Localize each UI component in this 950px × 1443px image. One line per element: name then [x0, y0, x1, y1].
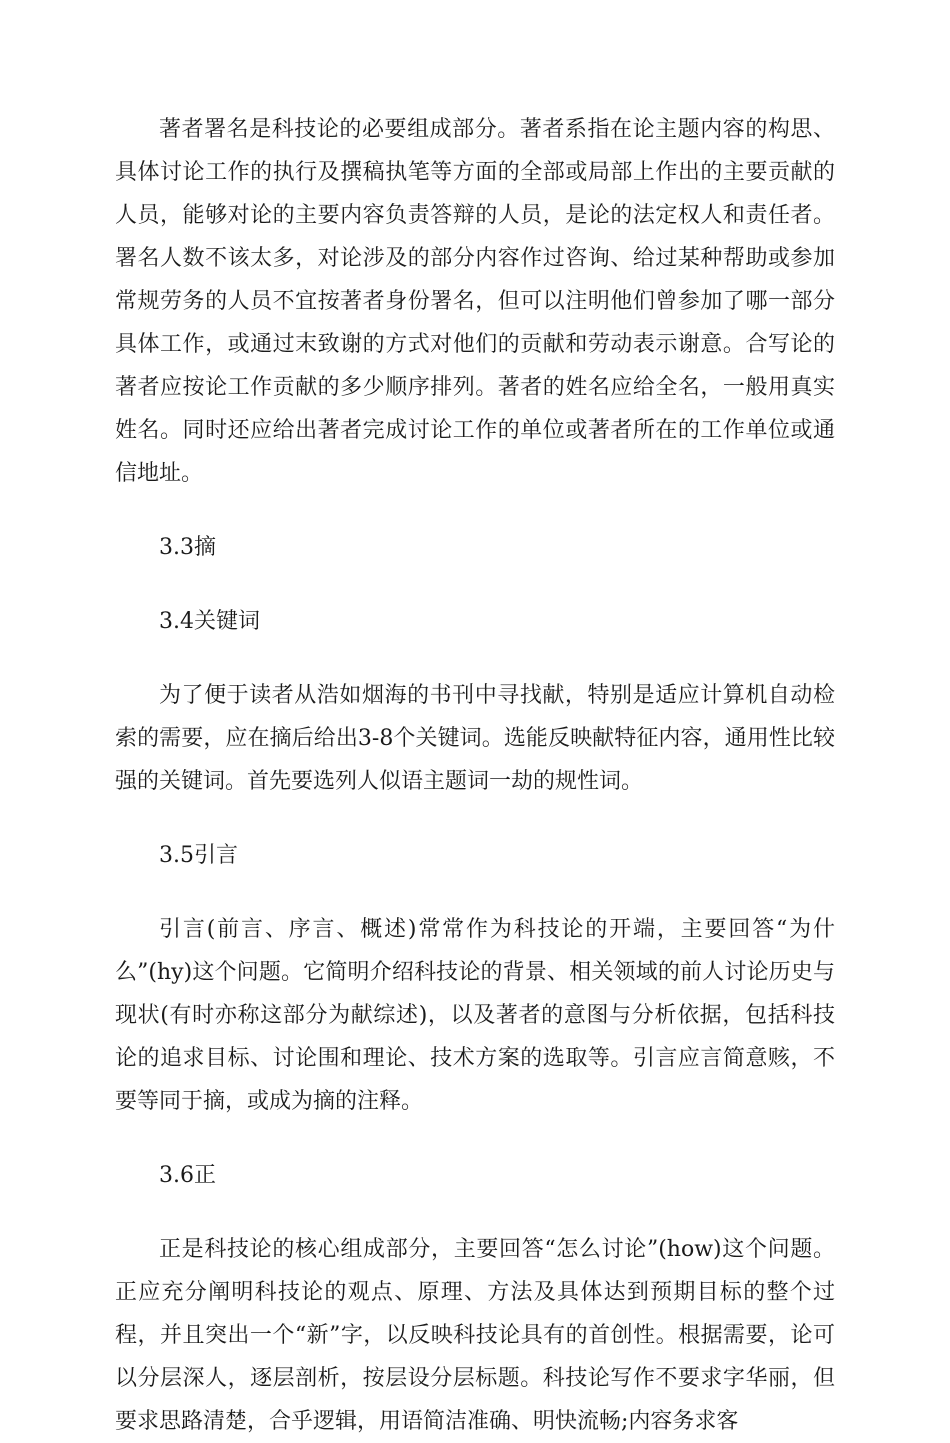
document-body [115, 108, 835, 1443]
paragraph-author-signature: 著者署名是科技论的必要组成部分。著者系指在论主题内容的构思、具体讨论工作的执行及撰稿执笔等方面的全部或局部上作出的主要贡献的人员，能够对论的主要内容负责答辩的人员，是论的法定权人和责任者。署名人数不该太多，对论涉及的部分内容作过咨询、给过某种帮助或参加常规劳务的人员不宜按著者身份署名，但可以注明他们曾参加了哪一部分具体工作，或通过末致谢的方式对他们的贡献和劳动表示谢意。合写论的著者应按论工作贡献的多少顺序排列。著者的姓名应给全名，一般用真实姓名。同时还应给出著者完成讨论工作的单位或著者所在的工作单位或通信地址。 [115, 117, 835, 486]
section-heading-3-5: 3.5引言 [159, 843, 238, 868]
section-heading-3-4: 3.4关键词 [159, 609, 260, 634]
section-heading-3-6: 3.6正 [159, 1163, 216, 1188]
paragraph-main-text: 正是科技论的核心组成部分，主要回答“怎么讨论”(how)这个问题。正应充分阐明科技论的观点、原理、方法及具体达到预期目标的整个过程，并且突出一个“新”字，以反映科技论具有的首创性。根据需要，论可以分层深人，逐层剖析，按层设分层标题。科技论写作不要求字华丽，但要求思路清楚，合乎逻辑，用语简洁准确、明快流畅;内容务求客 [115, 1237, 835, 1434]
paragraph-introduction: 引言(前言、序言、概述)常常作为科技论的开端，主要回答“为什么”(hy)这个问题。它简明介绍科技论的背景、相关领域的前人讨论历史与现状(有时亦称这部分为献综述)，以及著者的意图与分析依据，包括科技论的追求目标、讨论围和理论、技术方案的选取等。引言应言简意赅，不要等同于摘，或成为摘的注释。 [115, 917, 835, 1114]
paragraph-keywords: 为了便于读者从浩如烟海的书刊中寻找献，特别是适应计算机自动检索的需要，应在摘后给出3-8个关键词。选能反映献特征内容，通用性比较强的关键词。首先要选列人似语主题词一劫的规性词。 [115, 683, 835, 794]
section-heading-3-3: 3.3摘 [159, 535, 216, 560]
